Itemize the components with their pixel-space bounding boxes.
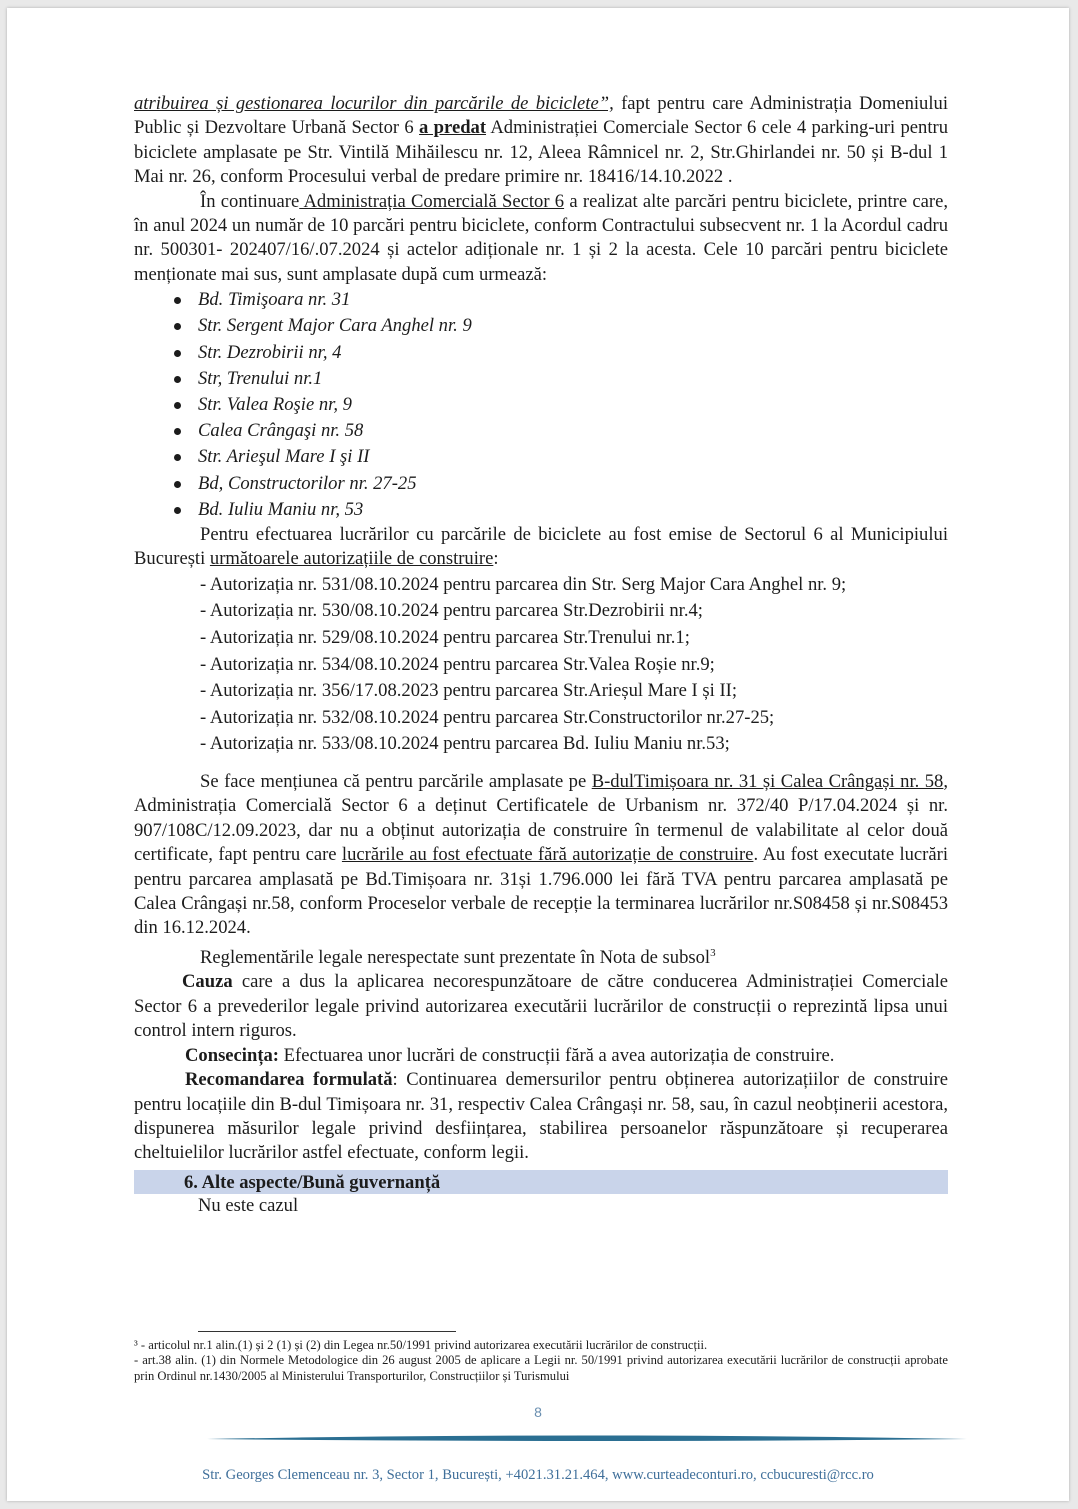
page-body xyxy=(134,92,948,1218)
location-item: Bd. Timişoara nr. 31 xyxy=(196,287,948,313)
location-item: Calea Crângaşi nr. 58 xyxy=(196,418,948,444)
text-run: a realizat alte parcări pentru biciclete, printre care, în anul 2024 un număr de 10 parcări pentru biciclete, conform Contractului subsecvent nr. 1 la Acordul cadru nr. 500301- 202407/16/.07.2024 și actelor adiționale nr. 1 și 2 la acesta. Cele 10 parcări pentru biciclete menționate mai sus, sunt amplasate după cum urmează: xyxy=(134,190,949,285)
section-body: Nu este cazul xyxy=(198,1194,299,1216)
permits-list xyxy=(134,572,948,758)
permit-item: - Autorizația nr. 533/08.10.2024 pentru parcarea Bd. Iuliu Maniu nr.53; xyxy=(200,733,730,755)
underlined-phrase: B-dulTimișoara nr. 31 și Calea Crângași nr. 58 xyxy=(591,771,944,793)
location-item: Bd, Constructorilor nr. 27-25 xyxy=(196,471,948,497)
paragraph-new-parkings xyxy=(134,190,948,288)
underlined-phrase: următoarele autorizațiile de construire xyxy=(209,548,494,570)
paragraph-recommendation xyxy=(134,1068,948,1166)
text-run: Administrației Comerciale Sector 6 cele 4 parking-uri pentru biciclete amplasate pe Str. Vintilă Mihăilescu nr. 12, Aleea Râmnicel nr. 2, Str.Ghirlandei nr. 50 și B-dul 1 Mai nr. 26, conform Procesului verbal de predare primire nr. 18416/14.10.2022 . xyxy=(134,117,949,188)
location-item: Str, Trenului nr.1 xyxy=(196,366,948,392)
text-run: În continuare xyxy=(200,190,300,212)
location-item: Bd. Iuliu Maniu nr, 53 xyxy=(196,497,948,523)
document-page xyxy=(7,8,1069,1501)
paragraph-cause xyxy=(134,970,948,1043)
paragraph-permits-intro xyxy=(134,523,948,572)
text-run: Reglementările legale nerespectate sunt prezentate în Nota de subsol xyxy=(200,947,711,969)
paragraph-handover xyxy=(134,92,948,190)
permit-item: - Autorizația nr. 531/08.10.2024 pentru parcarea din Str. Serg Major Cara Anghel nr. 9; xyxy=(200,573,847,595)
locations-list xyxy=(134,287,948,523)
bold-underlined-phrase: a predat xyxy=(419,117,487,139)
location-item: Str. Arieşul Mare I şi II xyxy=(196,444,948,470)
footnote-1: ³ - articolul nr.1 alin.(1) și 2 (1) și (2) din Legea nr.50/1991 privind autorizarea executării lucrărilor de construcții. xyxy=(134,1338,708,1352)
text-run: : xyxy=(493,548,499,570)
paragraph-finding xyxy=(134,770,948,941)
permit-item: - Autorizația nr. 530/08.10.2024 pentru parcarea Str.Dezrobirii nr.4; xyxy=(200,600,703,622)
text-run: Efectuarea unor lucrări de construcții fără a avea autorizația de construire. xyxy=(279,1044,835,1066)
text-run: . Au fost executate lucrări pentru parcarea amplasată pe Bd.Timișoara nr. 31și 1.796.000 lei fără TVA pentru parcarea amplasată pe Calea Crângași nr.58, conform Proceselor verbale de recepție la terminarea lucrărilor nr.S08458 și nr.S08453 din 16.12.2024. xyxy=(134,844,948,939)
underlined-phrase: atribuirea și gestionarea locurilor din parcările de biciclete”, xyxy=(134,93,614,114)
text-run: : Continuarea demersurilor pentru obținerea autorizațiilor de construire pentru locațiile din B-dul Timișoara nr. 31, respectiv Calea Crângași nr. 58, sau, în cazul neobținerii acestora, dispunerea măsurilor legale privind desființarea, stabilirea persoanelor răspunzătoare și recuperarea cheltuielilor lucrărilor astfel efectuate, conform legii. xyxy=(134,1069,948,1164)
footnotes xyxy=(134,1338,948,1384)
text-run: , Administrația Comercială Sector 6 a deținut Certificatele de Urbanism nr. 372/40 P/17.04.2024 și nr. 907/108C/12.09.2023, dar nu a obținut autorizația de construire în termenul de valabilitate al celor două certificate, fapt pentru care xyxy=(134,771,948,866)
footnote-ref: 3 xyxy=(710,946,716,959)
footer-swoosh xyxy=(207,1433,967,1445)
permit-item: - Autorizația nr. 356/17.08.2023 pentru parcarea Str.Arieșul Mare I și II; xyxy=(200,680,738,702)
paragraph-regulations xyxy=(134,941,948,971)
location-item: Str. Valea Roşie nr, 9 xyxy=(196,392,948,418)
text-run: Se face mențiunea că pentru parcările amplasate pe xyxy=(200,771,592,793)
text-run: Pentru efectuarea lucrărilor cu parcările de biciclete au fost emise de Sectorul 6 al Municipiului București xyxy=(134,524,948,570)
footnote-2: - art.38 alin. (1) din Normele Metodologice din 26 august 2005 de aplicare a Legii nr. 50/1991 privind autorizarea executării lucrărilor de construcții aprobate prin Ordinul nr.1430/2005 al Ministerului Transporturilor, Construcțiilor și Turismului xyxy=(134,1353,948,1383)
underlined-phrase: lucrările au fost efectuate fără autorizație de construire xyxy=(341,844,754,866)
bold-label: Consecința: xyxy=(185,1044,279,1066)
location-item: Str. Sergent Major Cara Anghel nr. 9 xyxy=(196,313,948,339)
bold-label: Cauza xyxy=(182,971,233,993)
permit-item: - Autorizația nr. 532/08.10.2024 pentru parcarea Str.Constructorilor nr.27-25; xyxy=(200,706,775,728)
permit-item: - Autorizația nr. 529/08.10.2024 pentru parcarea Str.Trenului nr.1; xyxy=(200,627,690,649)
section-heading: 6. Alte aspecte/Bună guvernanță xyxy=(134,1170,948,1194)
underlined-phrase: Administrația Comercială Sector 6 xyxy=(299,190,565,212)
permit-item: - Autorizația nr. 534/08.10.2024 pentru parcarea Str.Valea Roșie nr.9; xyxy=(200,653,715,675)
bold-label: Recomandarea formulată xyxy=(185,1069,393,1091)
location-item: Str. Dezrobirii nr, 4 xyxy=(196,340,948,366)
page-number: 8 xyxy=(534,1404,542,1420)
footnote-separator xyxy=(198,1331,456,1332)
footer-address: Str. Georges Clemenceau nr. 3, Sector 1, București, +4021.31.21.464, www.curteadeconturi.ro, ccbucuresti@rcc.ro xyxy=(202,1467,874,1483)
text-run: care a dus la aplicarea necorespunzătoare de către conducerea Administrației Comerciale Sector 6 a prevederilor legale privind autorizarea executării lucrărilor de construcții o reprezintă lipsa unui control intern riguros. xyxy=(134,971,948,1042)
text-run: fapt pentru care Administrația Domeniului Public și Dezvoltare Urbană Sector 6 xyxy=(134,93,948,139)
paragraph-consequence xyxy=(134,1044,948,1068)
